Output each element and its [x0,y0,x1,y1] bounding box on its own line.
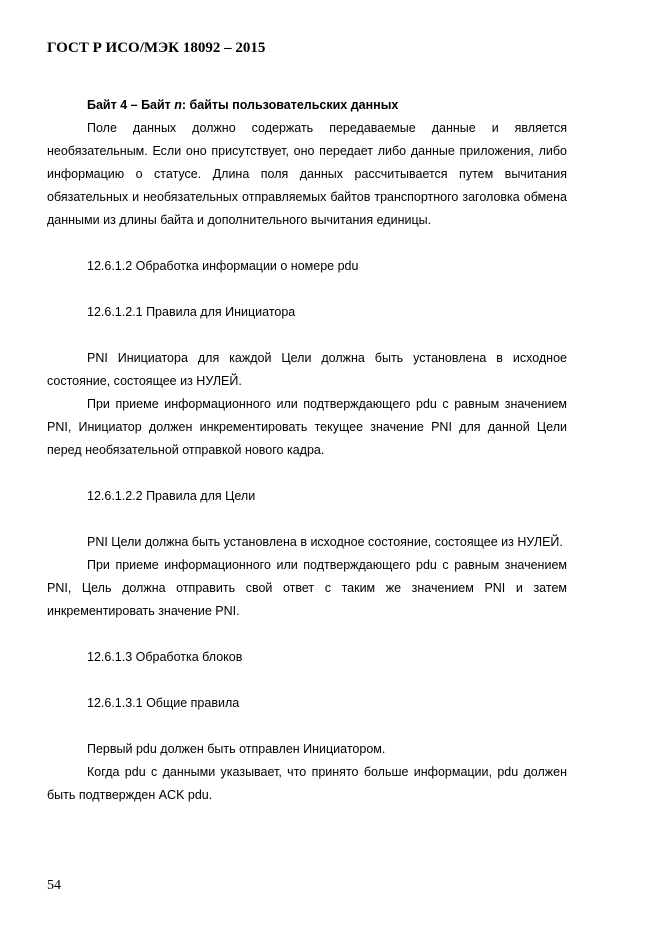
document-header: ГОСТ Р ИСО/МЭК 18092 – 2015 [47,40,266,56]
data-field-paragraph: Поле данных должно содержать передаваемые данные и является необязательным. Если оно присутствует, оно передает либо данные приложения, либо информацию о статусе. Длина поля данных рассчитывается путем вычитания обязательных и необязательных отправляемых байтов транспортного заголовка обмена данными из длины байта и дополнительного вычитания единицы. [47,121,567,227]
section-12-6-1-3-1: 12.6.1.3.1 Общие правила [87,696,240,710]
target-paragraph-1: PNI Цели должна быть установлена в исходное состояние, состоящее из НУЛЕЙ. [87,535,563,549]
page-number: 54 [47,878,61,893]
heading-n: n [174,98,182,112]
section-12-6-1-2: 12.6.1.2 Обработка информации о номере pdu [87,259,359,273]
heading-prefix: Байт 4 – Байт [87,98,175,112]
initiator-paragraph-1: PNI Инициатора для каждой Цели должна быть установлена в исходное состояние, состоящее из НУЛЕЙ. [47,351,567,388]
section-12-6-1-3: 12.6.1.3 Обработка блоков [87,650,243,664]
initiator-paragraph-2: При приеме информационного или подтверждающего pdu с равным значением PNI, Инициатор должен инкрементировать текущее значение PNI для данной Цели перед необязательной отправкой нового кадра. [47,397,567,457]
general-paragraph-1: Первый pdu должен быть отправлен Инициатором. [87,742,386,756]
target-paragraph-2: При приеме информационного или подтверждающего pdu с равным значением PNI, Цель должна отправить свой ответ с таким же значением PNI и затем инкрементировать значение PNI. [47,558,567,618]
heading-suffix: : байты пользовательских данных [181,98,399,112]
section-12-6-1-2-2: 12.6.1.2.2 Правила для Цели [87,489,256,503]
document-body [47,94,567,807]
general-paragraph-2: Когда pdu с данными указывает, что принято больше информации, pdu должен быть подтвержден ACK pdu. [47,765,567,802]
byte-heading [47,94,567,117]
section-12-6-1-2-1: 12.6.1.2.1 Правила для Инициатора [87,305,296,319]
